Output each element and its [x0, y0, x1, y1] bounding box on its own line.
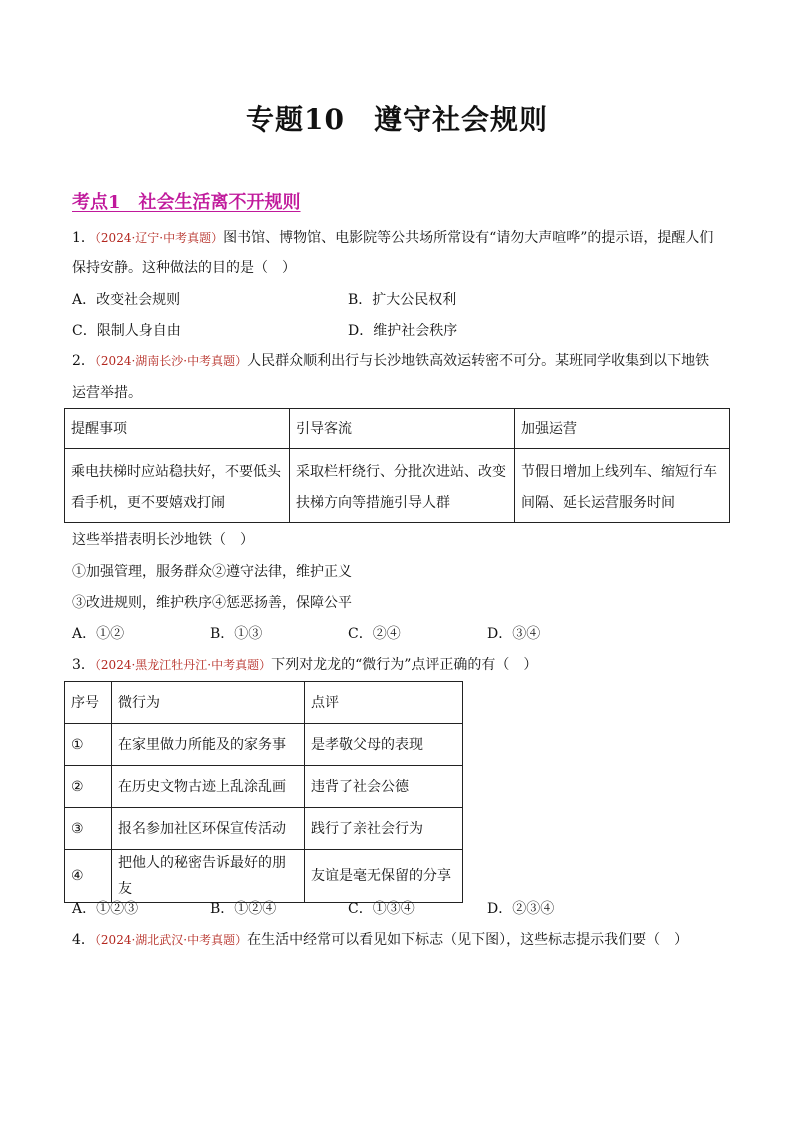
q2-table — [64, 408, 730, 523]
table-cell: 违背了社会公德 — [305, 766, 463, 808]
question-text: 图书馆、博物馆、电影院等公共场所常设有“请勿大声喧哗”的提示语，提醒人们 — [223, 230, 714, 246]
table-cell: 把他人的秘密告诉最好的朋友 — [112, 850, 305, 903]
page-title: 专题10 遵守社会规则 — [246, 103, 548, 136]
section-heading: 考点1 社会生活离不开规则 — [72, 192, 301, 213]
table-header: 序号 — [65, 682, 112, 724]
q2-option-d: D．③④ — [487, 626, 541, 642]
q1-option-c: C．限制人身自由 — [72, 323, 181, 339]
q2-option-a: A．①② — [72, 626, 125, 642]
question-source: （2024·黑龙江牡丹江·中考真题） — [94, 658, 272, 672]
q3-table — [64, 681, 463, 903]
table-cell — [515, 449, 730, 523]
table-header: 加强运营 — [515, 409, 730, 449]
q3-option-d: D．②③④ — [487, 901, 555, 917]
question-3-line-1 — [72, 655, 537, 675]
question-number: 2． — [72, 353, 95, 369]
q2-option-c: C．②④ — [348, 626, 401, 642]
table-row — [65, 682, 463, 724]
question-text: 人民群众顺利出行与长沙地铁高效运转密不可分。某班同学收集到以下地铁 — [247, 353, 710, 369]
q1-option-a: A．改变社会规则 — [72, 292, 181, 308]
table-cell — [65, 449, 290, 523]
table-cell-line: 看手机，更不要嬉戏打闹 — [71, 495, 225, 511]
q3-option-a: A．①②③ — [72, 901, 139, 917]
table-row — [65, 409, 730, 449]
table-cell-line: 节假日增加上线列车、缩短行车 — [521, 464, 717, 480]
question-number: 4． — [72, 932, 95, 948]
table-cell: ④ — [65, 850, 112, 903]
table-row — [65, 724, 463, 766]
question-4-line-1 — [72, 930, 688, 950]
table-cell: 友谊是毫无保留的分享 — [305, 850, 463, 903]
q2-option-b: B．①③ — [210, 626, 263, 642]
question-source: （2024·湖南长沙·中考真题） — [94, 354, 248, 368]
question-text: 在生活中经常可以看见如下标志（见下图），这些标志提示我们要（ ） — [247, 932, 689, 948]
question-1-line-1 — [72, 228, 713, 248]
question-number: 3． — [72, 657, 95, 673]
table-row — [65, 850, 463, 903]
question-source: （2024·湖北武汉·中考真题） — [94, 933, 248, 947]
q2-item-line-2: ③改进规则，维护秩序④惩恶扬善，保障公平 — [72, 595, 352, 611]
q3-option-c: C．①③④ — [348, 901, 415, 917]
table-header: 点评 — [305, 682, 463, 724]
question-1-line-2: 保持安静。这种做法的目的是（ ） — [72, 260, 296, 276]
table-cell-line: 扶梯方向等措施引导人群 — [296, 495, 450, 511]
question-2-line-2: 运营举措。 — [72, 385, 142, 401]
q1-option-b: B．扩大公民权利 — [348, 292, 457, 308]
table-cell: 报名参加社区环保宣传活动 — [112, 808, 305, 850]
table-row — [65, 808, 463, 850]
table-cell: ② — [65, 766, 112, 808]
q1-option-d: D．维护社会秩序 — [348, 323, 458, 339]
q2-item-line-1: ①加强管理，服务群众②遵守法律，维护正义 — [72, 564, 352, 580]
table-cell: ③ — [65, 808, 112, 850]
table-row — [65, 766, 463, 808]
table-header: 引导客流 — [290, 409, 515, 449]
table-row — [65, 449, 730, 523]
question-source: （2024·辽宁·中考真题） — [94, 231, 224, 245]
table-cell-line: 间隔、延长运营服务时间 — [521, 495, 675, 511]
table-cell: 在家里做力所能及的家务事 — [112, 724, 305, 766]
table-header: 微行为 — [112, 682, 305, 724]
table-cell-line: 乘电扶梯时应站稳扶好，不要低头 — [71, 464, 281, 480]
table-cell — [290, 449, 515, 523]
q2-stem: 这些举措表明长沙地铁（ ） — [72, 532, 254, 548]
question-2-line-1 — [72, 351, 709, 371]
table-header: 提醒事项 — [65, 409, 290, 449]
table-cell: ① — [65, 724, 112, 766]
table-cell: 在历史文物古迹上乱涂乱画 — [112, 766, 305, 808]
table-cell: 是孝敬父母的表现 — [305, 724, 463, 766]
question-number: 1． — [72, 230, 95, 246]
table-cell: 践行了亲社会行为 — [305, 808, 463, 850]
question-text: 下列对龙龙的“微行为”点评正确的有（ ） — [271, 657, 538, 673]
q3-option-b: B．①②④ — [210, 901, 277, 917]
table-cell-line: 采取栏杆绕行、分批次进站、改变 — [296, 464, 506, 480]
